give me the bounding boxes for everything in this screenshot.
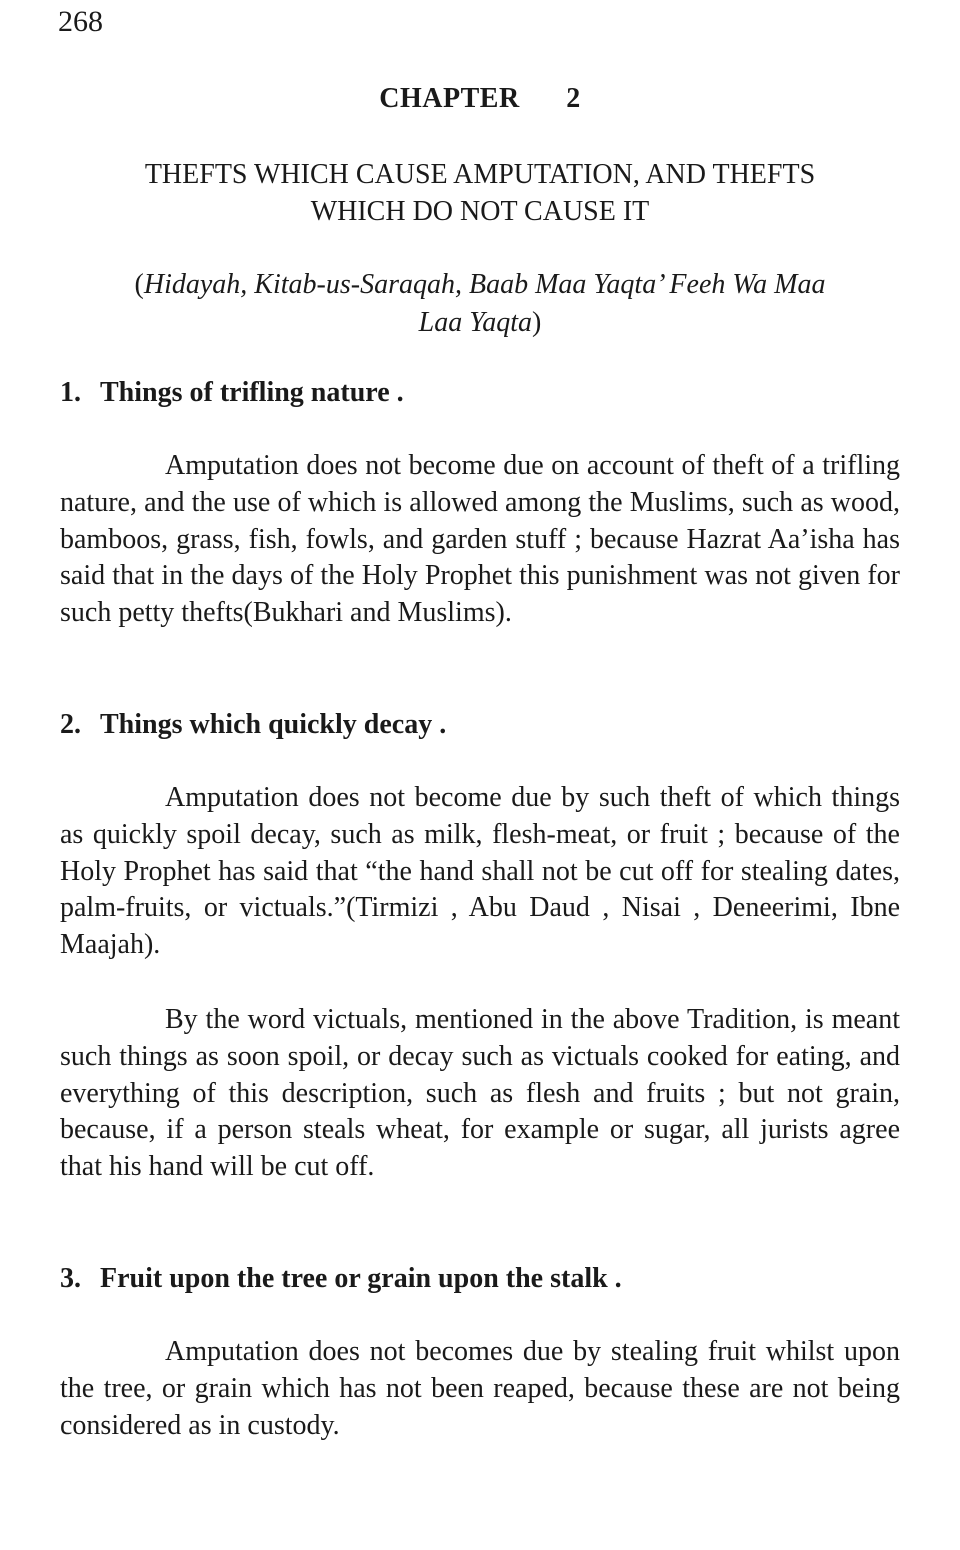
citation-line-1 (60, 266, 900, 304)
section-number: 2. (60, 709, 81, 740)
section-heading-text: Things of trifling nature . (100, 377, 404, 408)
section-number: 3. (60, 1263, 81, 1294)
chapter-title-line-2: WHICH DO NOT CAUSE IT (310, 196, 650, 227)
citation-line-2 (60, 304, 900, 342)
source-citation (60, 266, 900, 342)
section-heading-text: Fruit upon the tree or grain upon the stalk . (100, 1263, 622, 1294)
page-number: 268 (58, 5, 103, 38)
section-heading-1 (60, 376, 900, 410)
section-heading-text: Things which quickly decay . (100, 709, 447, 740)
section-heading-2 (60, 708, 900, 742)
section-2-paragraph-2: By the word victuals, mentioned in the above Tradition, is meant such things as soon spoil, or decay such as victuals cooked for eating, and everything of this description, such as flesh and fruits ; but not grain, because, if a person steals wheat, for example or sugar, all jurists agree that his hand will be cut off. (60, 1004, 900, 1183)
section-3-paragraph-1: Amputation does not becomes due by stealing fruit whilst upon the tree, or grain which has not been reaped, because these are not being considered as in custody. (60, 1336, 900, 1441)
citation-close-paren: ) (532, 307, 542, 338)
chapter-title-line-1: THEFTS WHICH CAUSE AMPUTATION, AND THEFTS (144, 159, 816, 190)
citation-text-2: Laa Yaqta (418, 307, 533, 338)
citation-open-paren: ( (134, 269, 144, 300)
citation-text-1: Hidayah, Kitab-us-Saraqah, Baab Maa Yaqta’ Feeh Wa Maa (143, 269, 826, 300)
section-1-paragraph-1: Amputation does not become due on account of theft of a trifling nature, and the use of which is allowed among the Muslims, such as wood, bamboos, grass, fish, fowls, and garden stuff ; because Hazrat Aa’isha has said that in the days of the Holy Prophet this punishment was not given for such petty thefts(Bukhari and Muslims). (60, 450, 900, 629)
section-number: 1. (60, 377, 81, 408)
section-2-paragraph-1: Amputation does not become due by such theft of which things as quickly spoil decay, such as milk, flesh-meat, or fruit ; because of the Holy Prophet has said that “the hand shall not be cut off for stealing dates, palm-fruits, or victuals.”(Tirmizi , Abu Daud , Nisai , Deneerimi, Ibne Maajah). (60, 782, 900, 961)
chapter-title (60, 156, 900, 230)
chapter-heading: CHAPTER 2 (379, 83, 581, 114)
section-heading-3 (60, 1262, 900, 1296)
